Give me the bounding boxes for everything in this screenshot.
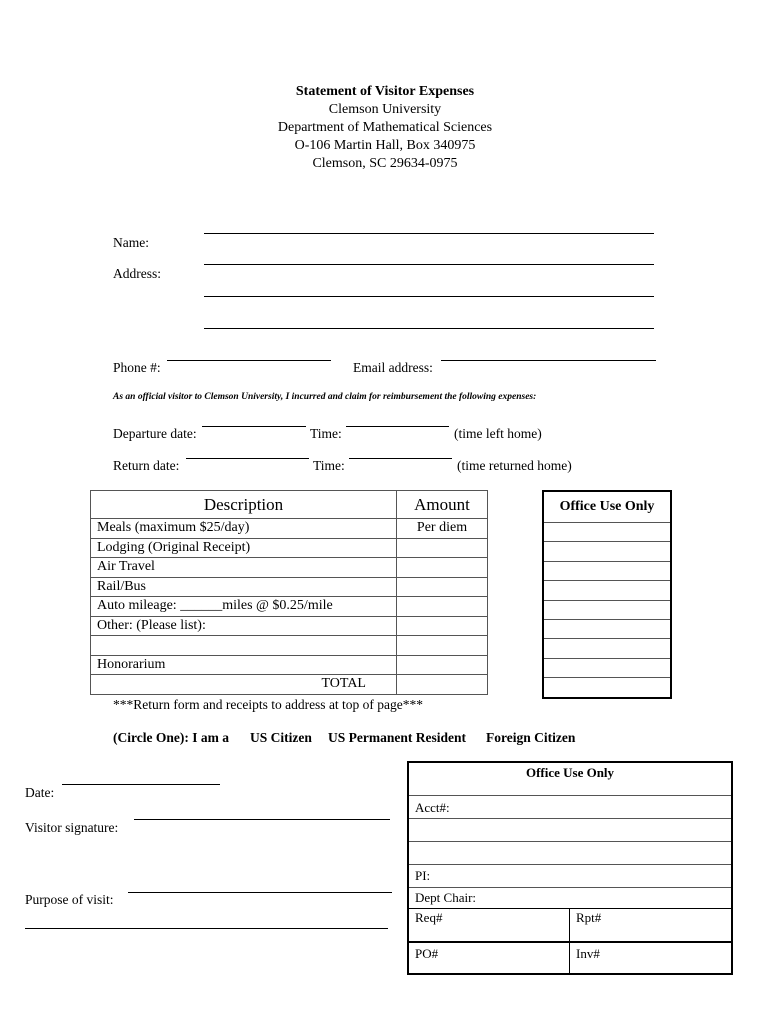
purpose-of-visit-field-line-2[interactable] [25,928,388,929]
expense-description: Auto mileage: ______miles @ $0.25/mile [91,597,397,617]
header-office: O-106 Martin Hall, Box 340975 [294,138,476,153]
rpt-label[interactable]: Rpt# [576,910,602,925]
pi-label: PI: [415,868,431,883]
office-use-box-accounting [407,761,733,975]
inv-label[interactable]: Inv# [576,946,600,961]
office-use-row[interactable] [544,639,670,658]
return-note: ***Return form and receipts to address at top of page*** [113,697,424,712]
table-row [91,636,488,656]
date-label: Date: [25,785,55,800]
req-rpt-row [409,908,731,943]
po-label[interactable]: PO# [415,946,439,961]
citizenship-option-us-citizen[interactable]: US Citizen [250,730,312,745]
dept-chair-label: Dept Chair: [415,890,477,905]
visitor-signature-field[interactable] [134,819,390,820]
table-row [91,538,488,558]
expense-amount[interactable] [397,558,488,578]
return-date-label: Return date: [113,458,180,473]
office-use-row[interactable] [544,678,670,696]
phone-label: Phone #: [113,360,161,375]
expense-description: Air Travel [91,558,397,578]
pi-row[interactable] [409,865,731,888]
citizenship-option-foreign-citizen[interactable]: Foreign Citizen [486,730,576,745]
office-use-row[interactable] [544,620,670,639]
table-row [91,616,488,636]
purpose-of-visit-label: Purpose of visit: [25,892,114,907]
office-use-box-expenses [542,490,672,699]
claim-statement: As an official visitor to Clemson University, I incurred and claim for reimbursement the following expenses: [113,392,537,402]
name-label: Name: [113,235,149,250]
blank-row[interactable] [409,819,731,842]
header-department: Department of Mathematical Sciences [277,120,493,135]
expense-description: Other: (Please list): [91,616,397,636]
citizenship-option-permanent-resident[interactable]: US Permanent Resident [328,730,466,745]
expense-amount[interactable]: Per diem [397,519,488,539]
expense-amount[interactable] [397,538,488,558]
departure-time-field[interactable] [346,426,449,427]
address-field-line-1[interactable] [204,264,654,265]
date-field[interactable] [62,784,220,785]
departure-date-label: Departure date: [113,426,197,441]
expense-description: Rail/Bus [91,577,397,597]
header-city: Clemson, SC 29634-0975 [312,156,458,171]
return-date-field[interactable] [186,458,309,459]
departure-time-label: Time: [310,426,342,441]
time-returned-home-note: (time returned home) [457,458,572,473]
req-label[interactable]: Req# [415,910,443,925]
table-row [91,577,488,597]
return-time-label: Time: [313,458,345,473]
description-column-header: Description [91,491,397,519]
office-use-row[interactable] [544,523,670,542]
blank-row[interactable] [409,842,731,865]
expenses-header-row [91,491,488,519]
expenses-table [90,490,488,695]
expense-description: Honorarium [91,655,397,675]
address-field-line-3[interactable] [204,328,654,329]
header-university: Clemson University [328,102,442,117]
office-use-row[interactable] [544,601,670,620]
table-row [91,519,488,539]
address-label: Address: [113,266,161,281]
office-use-row[interactable] [544,562,670,581]
amount-column-header: Amount [397,491,488,519]
po-inv-row [409,943,731,973]
citizenship-prompt: (Circle One): I am a [113,730,229,745]
departure-date-field[interactable] [202,426,306,427]
office-use-row[interactable] [544,581,670,600]
phone-field[interactable] [167,360,331,361]
office-use-title: Office Use Only [525,765,615,780]
document-title: Statement of Visitor Expenses [295,84,475,99]
expense-amount[interactable] [397,655,488,675]
acct-row[interactable] [409,796,731,819]
email-field[interactable] [441,360,656,361]
expense-amount[interactable] [397,636,488,656]
office-use-title: Office Use Only [544,492,670,523]
acct-label: Acct#: [415,800,450,815]
total-row [91,675,488,695]
expense-amount[interactable] [397,577,488,597]
total-amount[interactable] [397,675,488,695]
document-header [0,83,770,173]
office-use-header-row [409,763,731,796]
email-label: Email address: [353,360,433,375]
name-field[interactable] [204,233,654,234]
dept-chair-row[interactable] [409,888,731,908]
table-row [91,655,488,675]
return-time-field[interactable] [349,458,452,459]
office-use-row[interactable] [544,659,670,678]
visitor-signature-label: Visitor signature: [25,820,119,835]
total-label: TOTAL [91,675,397,695]
expense-description: Lodging (Original Receipt) [91,538,397,558]
address-field-line-2[interactable] [204,296,654,297]
office-use-row[interactable] [544,542,670,561]
table-row [91,558,488,578]
purpose-of-visit-field[interactable] [128,892,392,893]
expense-amount[interactable] [397,616,488,636]
expense-amount[interactable] [397,597,488,617]
time-left-home-note: (time left home) [454,426,542,441]
expense-description[interactable] [91,636,397,656]
expense-description: Meals (maximum $25/day) [91,519,397,539]
table-row [91,597,488,617]
